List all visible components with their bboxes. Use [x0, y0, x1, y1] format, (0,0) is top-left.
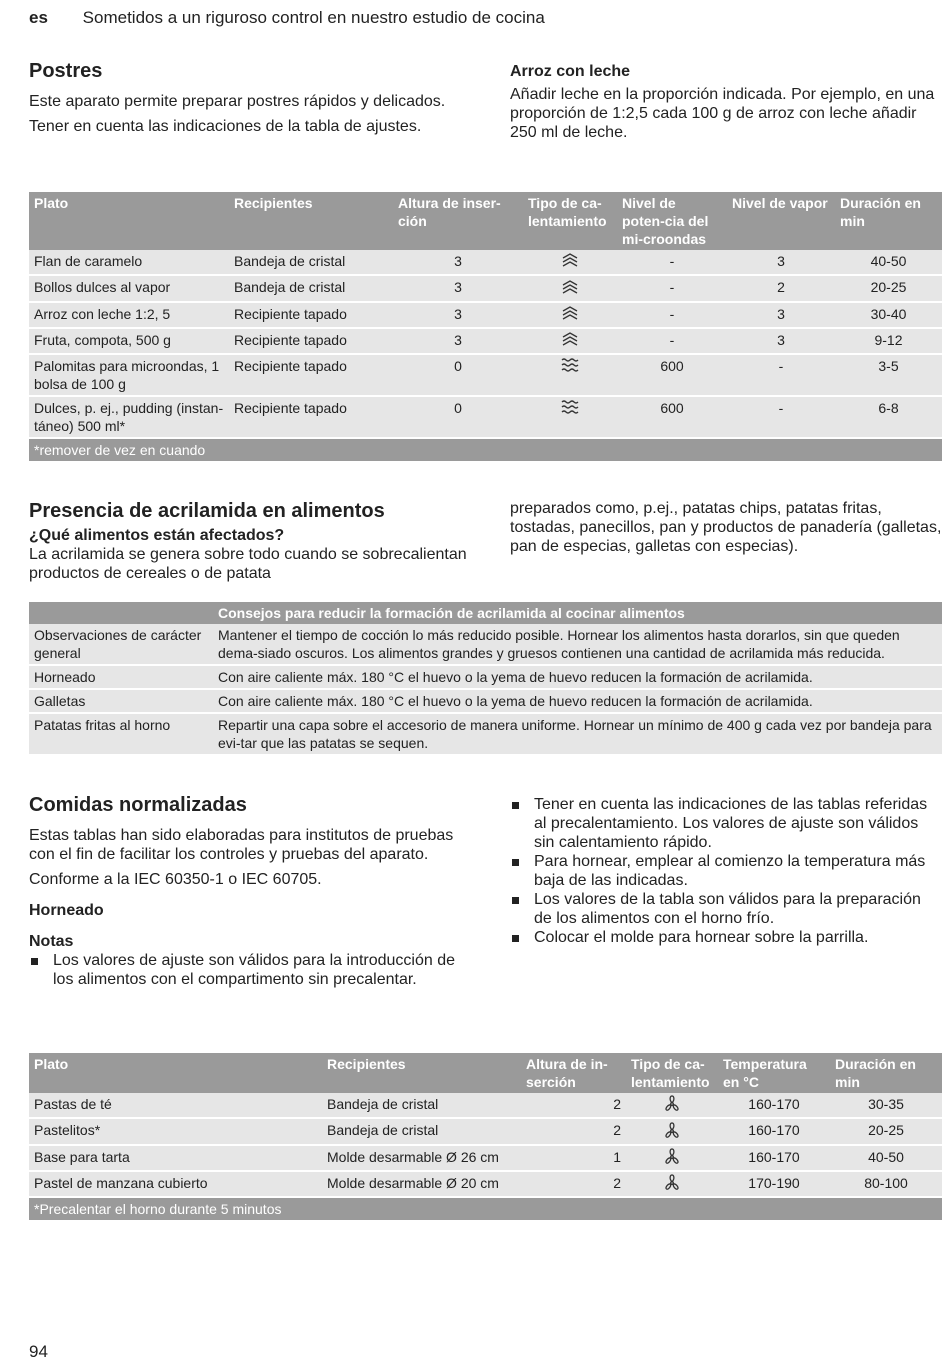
cell-altura: 0: [454, 400, 462, 417]
acrilamida-section: [29, 500, 469, 583]
horneado-title: Horneado: [29, 902, 104, 919]
cell-advice: Con aire caliente máx. 180 °C el huevo o la yema de huevo reducen la formación de acrilamida.: [218, 669, 813, 685]
cell-duracion: 30-35: [868, 1096, 904, 1112]
cell-plato: Pastas de té: [34, 1096, 112, 1112]
cell-duracion: 40-50: [870, 253, 907, 269]
cell-potencia: -: [669, 253, 675, 269]
cell-recipiente: Molde desarmable Ø 26 cm: [327, 1148, 499, 1165]
acrilamida-title: Presencia de acrilamida en alimentos: [29, 500, 385, 522]
postres-text-1: Este aparato permite preparar postres rápidos y delicados.: [29, 93, 446, 110]
cell-altura: 2: [613, 1122, 621, 1139]
cell-plato: Bollos dulces al vapor: [34, 279, 171, 296]
cell-duracion: 6-8: [878, 400, 899, 417]
cell-plato: Arroz con leche 1:2, 5: [34, 305, 171, 322]
cell-tipo: [626, 1171, 718, 1197]
table-row: [29, 1118, 942, 1144]
postres-text-2: Tener en cuenta las indicaciones de la tabla de ajustes.: [29, 118, 422, 135]
postres-section: [29, 60, 469, 136]
cell-tipo: [523, 396, 617, 438]
cell-advice: Con aire caliente máx. 180 °C el huevo o la yema de huevo reducen la formación de acrilamida.: [218, 693, 813, 709]
acrilamida-text-2: preparados como, p.ej., patatas chips, patatas fritas, tostadas, panecillos, pan y productos de panadería (galletas, pan de especias, galletas con especias).: [510, 500, 942, 555]
table-row: [29, 624, 942, 665]
steam-icon: [561, 252, 579, 272]
table-row: [29, 1145, 942, 1171]
cell-plato: Palomitas para microondas, 1 bolsa de 100 g: [34, 358, 220, 393]
microwave-icon: [561, 357, 579, 377]
cell-potencia: 600: [660, 358, 684, 375]
column-header: Plato: [29, 192, 229, 250]
cell-category: Patatas fritas al horno: [34, 717, 171, 733]
table-row: [29, 1093, 942, 1118]
cell-recipiente: Recipiente tapado: [234, 400, 347, 417]
cell-temp: 170-190: [748, 1174, 800, 1191]
table-footnote: *remover de vez en cuando: [29, 438, 942, 461]
cell-recipiente: Bandeja de cristal: [234, 253, 346, 269]
cell-tipo: [626, 1118, 718, 1144]
comidas-text-2: Conforme a la IEC 60350-1 o IEC 60705.: [29, 871, 322, 888]
cell-recipiente: Bandeja de cristal: [327, 1122, 439, 1139]
column-header: Altura de inser-ción: [393, 192, 523, 250]
acrilamida-table: [29, 602, 942, 756]
column-header: Recipientes: [229, 192, 393, 250]
page-number: 94: [29, 1342, 48, 1361]
cell-altura: 3: [454, 331, 462, 348]
cell-duracion: 20-25: [868, 1122, 904, 1139]
cell-recipiente: Molde desarmable Ø 20 cm: [327, 1174, 499, 1191]
column-header: Nivel de poten-cia del mi-croondas: [617, 192, 727, 250]
arroz-section: [510, 62, 942, 142]
comidas-title: Comidas normalizadas: [29, 794, 247, 816]
cell-vapor: 3: [777, 253, 785, 269]
cell-vapor: 2: [777, 279, 785, 296]
cell-vapor: 3: [777, 305, 785, 322]
table-header-row: [29, 1053, 942, 1093]
list-item: Tener en cuenta las indicaciones de las tablas referidas al precalentamiento. Los valores de ajuste son válidos sin calentamiento rápido.: [510, 795, 942, 852]
cell-plato: Pastel de manzana cubierto: [34, 1174, 208, 1191]
acrilamida-continued: [510, 499, 942, 556]
cell-category: Galletas: [34, 693, 86, 709]
table-row: [29, 396, 942, 438]
table-row: [29, 354, 942, 396]
column-header: Temperatura en °C: [718, 1053, 830, 1093]
column-header: Tipo de ca-lentamiento: [626, 1053, 718, 1093]
cell-recipiente: Recipiente tapado: [234, 331, 347, 348]
cell-altura: 3: [454, 279, 462, 296]
cell-plato: Flan de caramelo: [34, 253, 143, 269]
page-header: [29, 8, 545, 28]
column-header: Plato: [29, 1053, 322, 1093]
cell-vapor: -: [778, 358, 784, 375]
arroz-title: Arroz con leche: [510, 63, 631, 80]
cell-tipo: [626, 1145, 718, 1171]
fan-icon: [663, 1174, 681, 1194]
fan-icon: [663, 1148, 681, 1168]
cell-potencia: 600: [660, 400, 684, 417]
table-header: Consejos para reducir la formación de acrilamida al cocinar alimentos: [213, 602, 942, 624]
cell-potencia: -: [669, 279, 675, 296]
header-title: Sometidos a un riguroso control en nuestro estudio de cocina: [82, 8, 545, 27]
table-row: [29, 1171, 942, 1197]
cell-altura: 0: [454, 358, 462, 375]
cell-recipiente: Bandeja de cristal: [327, 1096, 439, 1112]
cell-duracion: 30-40: [870, 305, 907, 322]
cell-altura: 2: [613, 1096, 621, 1112]
table-row: [29, 328, 942, 354]
cell-altura: 1: [613, 1148, 621, 1165]
cell-vapor: 3: [777, 331, 785, 348]
list-item: Colocar el molde para hornear sobre la parrilla.: [510, 928, 942, 947]
cell-tipo: [523, 302, 617, 328]
cell-altura: 3: [454, 253, 462, 269]
cell-recipiente: Recipiente tapado: [234, 305, 347, 322]
steam-icon: [561, 331, 579, 351]
notas-list-right: [510, 795, 942, 947]
cell-potencia: -: [669, 305, 675, 322]
table-row: [29, 275, 942, 301]
cell-duracion: 3-5: [878, 358, 899, 375]
acrilamida-subtitle: ¿Qué alimentos están afectados?: [29, 527, 285, 544]
comidas-right: [510, 795, 942, 947]
fan-icon: [663, 1122, 681, 1142]
fan-icon: [663, 1095, 681, 1115]
postres-title: Postres: [29, 60, 103, 82]
cell-category: Horneado: [34, 669, 96, 685]
cell-tipo: [523, 250, 617, 275]
cell-duracion: 9-12: [874, 331, 903, 348]
microwave-icon: [561, 399, 579, 419]
comidas-section: [29, 794, 469, 989]
cell-duracion: 40-50: [868, 1148, 904, 1165]
arroz-text: Añadir leche en la proporción indicada. Por ejemplo, en una proporción de 1:2,5 cada 100 g de arroz con leche añadir 250 ml de leche.: [510, 86, 935, 142]
horneado-table: [29, 1053, 942, 1220]
cell-potencia: -: [669, 331, 675, 348]
table-row: [29, 689, 942, 713]
cell-altura: 2: [613, 1174, 621, 1191]
column-header: Recipientes: [322, 1053, 521, 1093]
cell-temp: 160-170: [748, 1096, 800, 1112]
cell-tipo: [523, 328, 617, 354]
cell-recipiente: Recipiente tapado: [234, 358, 347, 375]
notas-title: Notas: [29, 933, 74, 951]
steam-icon: [561, 279, 579, 299]
list-item: Los valores de la tabla son válidos para la preparación de los alimentos con el horno frío.: [510, 890, 942, 928]
cell-recipiente: Bandeja de cristal: [234, 279, 346, 296]
cell-advice: Mantener el tiempo de cocción lo más reducido posible. Hornear los alimentos hasta dorarlos, sin que queden dema-siado oscuros. Los alimentos grandes y gruesos contienen una cantidad de acrilamida más reducida.: [218, 627, 900, 661]
cell-altura: 3: [454, 305, 462, 322]
table-footnote: *Precalentar el horno durante 5 minutos: [29, 1197, 942, 1220]
column-header: Nivel de vapor: [727, 192, 835, 250]
language-code: es: [29, 8, 48, 27]
cell-category: Observaciones de carácter general: [34, 627, 202, 661]
cell-plato: Fruta, compota, 500 g: [34, 331, 171, 348]
comidas-text-1: Estas tablas han sido elaboradas para institutos de pruebas con el fin de facilitar los controles y pruebas del aparato.: [29, 827, 454, 863]
cell-advice: Repartir una capa sobre el accesorio de manera uniforme. Hornear un mínimo de 400 g cada vez por bandeja para evi-tar que las patatas se sequen.: [218, 717, 932, 751]
steam-icon: [561, 305, 579, 325]
postres-table: [29, 192, 942, 461]
cell-tipo: [626, 1093, 718, 1118]
column-header: Altura de in-serción: [521, 1053, 626, 1093]
cell-temp: 160-170: [748, 1122, 800, 1139]
cell-vapor: -: [778, 400, 784, 417]
cell-temp: 160-170: [748, 1148, 800, 1165]
cell-plato: Dulces, p. ej., pudding (instan-táneo) 500 ml*: [34, 400, 224, 435]
cell-plato: Base para tarta: [34, 1148, 130, 1165]
notas-list: [29, 951, 469, 989]
list-item: Para hornear, emplear al comienzo la temperatura más baja de las indicadas.: [510, 852, 942, 890]
column-header: Tipo de ca-lentamiento: [523, 192, 617, 250]
column-header: Duración en min: [830, 1053, 942, 1093]
cell-duracion: 80-100: [864, 1174, 908, 1191]
column-header: Duración en min: [835, 192, 942, 250]
list-item: Los valores de ajuste son válidos para la introducción de los alimentos con el compartimento sin precalentar.: [29, 951, 469, 989]
table-header-row: [29, 192, 942, 250]
table-row: [29, 302, 942, 328]
table-row: [29, 713, 942, 755]
cell-duracion: 20-25: [870, 279, 907, 296]
cell-plato: Pastelitos*: [34, 1122, 101, 1139]
table-row: [29, 250, 942, 275]
acrilamida-text-1: La acrilamida se genera sobre todo cuando se sobrecalientan productos de cereales o de patata: [29, 546, 467, 583]
cell-tipo: [523, 354, 617, 396]
table-row: [29, 665, 942, 689]
cell-tipo: [523, 275, 617, 301]
